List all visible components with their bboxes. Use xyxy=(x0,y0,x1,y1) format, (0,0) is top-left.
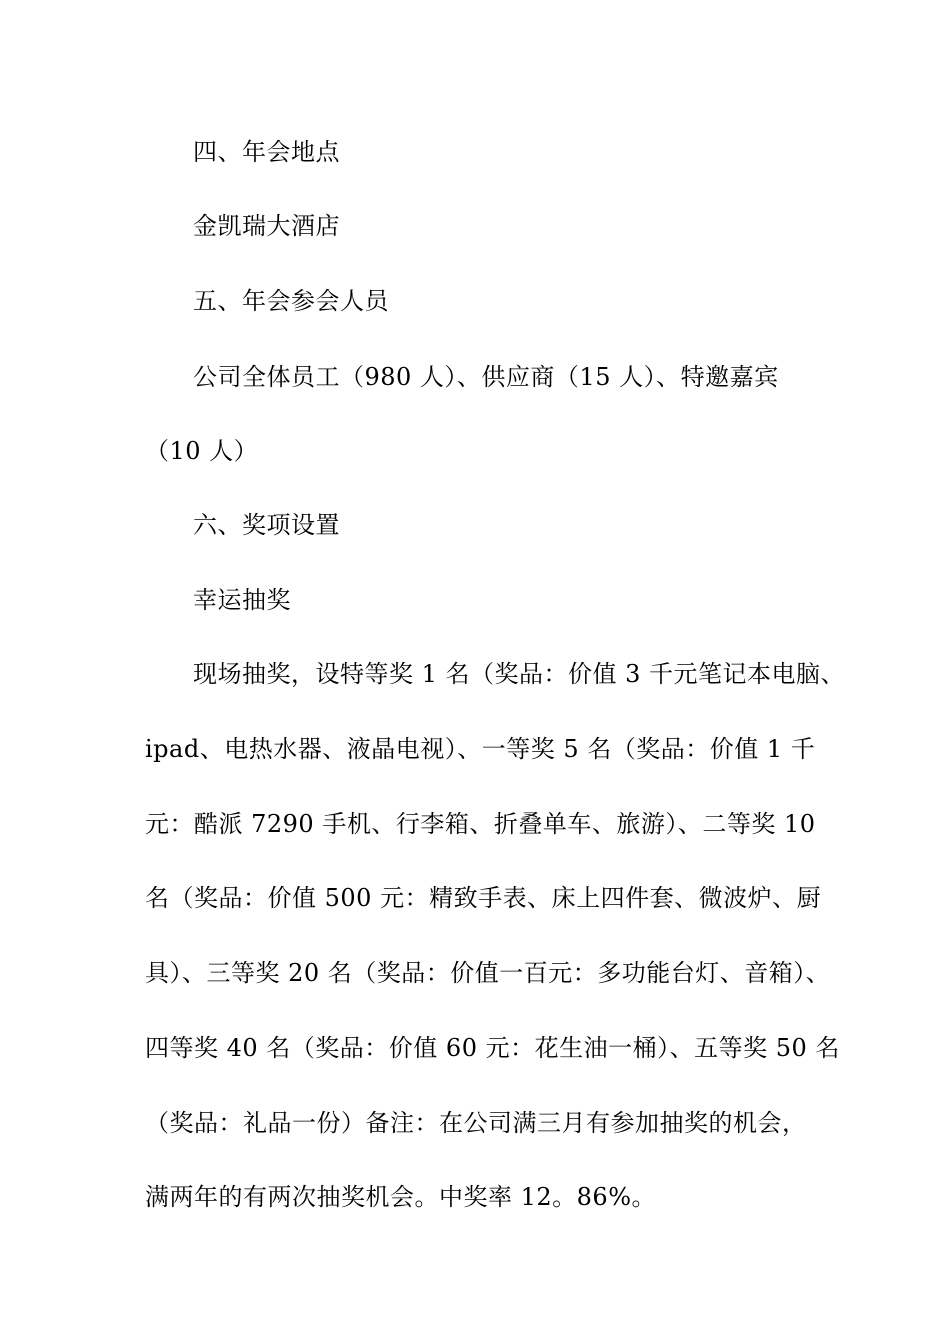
section-heading-attendees: 五、年会参会人员 xyxy=(193,287,389,315)
lucky-draw-text-line-2: ipad、电热水器、液晶电视）、一等奖 5 名（奖品：价值 1 千 xyxy=(145,735,816,763)
lucky-draw-text-line-7: （奖品：礼品一份）备注：在公司满三月有参加抽奖的机会， xyxy=(145,1109,807,1137)
subheading-lucky-draw: 幸运抽奖 xyxy=(193,586,291,614)
document-page xyxy=(145,0,846,1344)
venue-text: 金凯瑞大酒店 xyxy=(193,212,340,240)
lucky-draw-text-line-1: 现场抽奖，设特等奖 1 名（奖品：价值 3 千元笔记本电脑、 xyxy=(193,660,846,688)
section-heading-venue: 四、年会地点 xyxy=(193,138,340,166)
lucky-draw-text-line-3: 元：酷派 7290 手机、行李箱、折叠单车、旅游）、二等奖 10 xyxy=(145,810,816,838)
lucky-draw-text-line-4: 名（奖品：价值 500 元：精致手表、床上四件套、微波炉、厨 xyxy=(145,884,822,912)
lucky-draw-text-line-5: 具）、三等奖 20 名（奖品：价值一百元：多功能台灯、音箱）、 xyxy=(145,959,831,987)
section-heading-awards: 六、奖项设置 xyxy=(193,511,340,539)
attendees-text-line-1: 公司全体员工（980 人）、供应商（15 人）、特邀嘉宾 xyxy=(193,363,779,391)
attendees-text-line-2: （10 人） xyxy=(145,437,259,465)
lucky-draw-text-line-8: 满两年的有两次抽奖机会。中奖率 12。86%。 xyxy=(145,1183,657,1211)
lucky-draw-text-line-6: 四等奖 40 名（奖品：价值 60 元：花生油一桶）、五等奖 50 名 xyxy=(145,1034,840,1062)
